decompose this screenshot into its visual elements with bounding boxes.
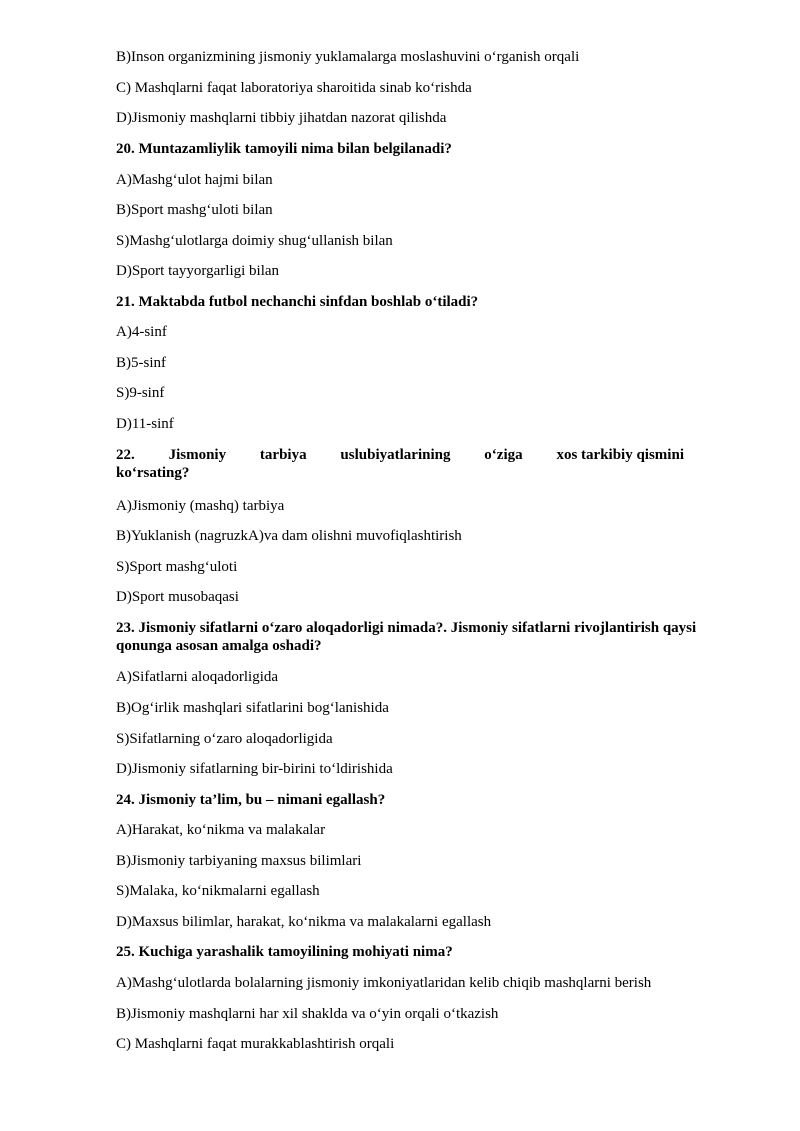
question-21: 21. Maktabda futbol nechanchi sinfdan boshlab o‘tiladi? — [116, 294, 479, 310]
question-22-word: 22. — [116, 447, 135, 463]
answer-option: A)Mashg‘ulot hajmi bilan — [116, 172, 273, 188]
answer-option: B)Inson organizmining jismoniy yuklamalarga moslashuvini o‘rganish orqali — [116, 49, 580, 65]
answer-option: B)Sport mashg‘uloti bilan — [116, 202, 273, 218]
answer-option: S)9-sinf — [116, 385, 165, 401]
answer-option: D)Jismoniy mashqlarni tibbiy jihatdan nazorat qilishda — [116, 110, 447, 126]
answer-option: C) Mashqlarni faqat murakkablashtirish orqali — [116, 1036, 395, 1052]
answer-option: A)Harakat, ko‘nikma va malakalar — [116, 822, 326, 838]
question-22-line-1 — [116, 446, 684, 464]
answer-option: D)Sport tayyorgarligi bilan — [116, 263, 280, 279]
answer-option: D)Jismoniy sifatlarning bir-birini to‘ldirishida — [116, 761, 393, 777]
question-22-word: Jismoniy — [168, 447, 227, 463]
answer-option: D)11-sinf — [116, 416, 174, 432]
question-22-line-2: ko‘rsating? — [116, 465, 190, 481]
question-22-word: o‘ziga — [484, 447, 523, 463]
answer-option: A)Jismoniy (mashq) tarbiya — [116, 498, 285, 514]
answer-option: D)Maxsus bilimlar, harakat, ko‘nikma va malakalarni egallash — [116, 914, 492, 930]
answer-option: S)Mashg‘ulotlarga doimiy shug‘ullanish bilan — [116, 233, 393, 249]
answer-option: B)Jismoniy tarbiyaning maxsus bilimlari — [116, 853, 362, 869]
answer-option: C) Mashqlarni faqat laboratoriya sharoitida sinab ko‘rishda — [116, 80, 472, 96]
question-22-word: tarbiya — [259, 447, 307, 463]
question-25: 25. Kuchiga yarashalik tamoyilining mohiyati nima? — [116, 944, 453, 960]
question-20: 20. Muntazamliylik tamoyili nima bilan belgilanadi? — [116, 141, 452, 157]
answer-option: S)Sport mashg‘uloti — [116, 559, 238, 575]
answer-option: D)Sport musobaqasi — [116, 589, 239, 605]
question-22-word: uslubiyatlarining — [340, 447, 451, 463]
answer-option: A)Sifatlarni aloqadorligida — [116, 669, 279, 685]
answer-option: S)Malaka, ko‘nikmalarni egallash — [116, 883, 320, 899]
question-22-word: xos tarkibiy qismini — [556, 447, 684, 463]
answer-option: B)5-sinf — [116, 355, 166, 371]
question-22 — [116, 446, 740, 482]
answer-option: B)Jismoniy mashqlarni har xil shaklda va o‘yin orqali o‘tkazish — [116, 1006, 499, 1022]
answer-option: B)Yuklanish (nagruzkA)va dam olishni muvofiqlashtirish — [116, 528, 462, 544]
question-23-line-1: 23. Jismoniy sifatlarni o‘zaro aloqadorligi nimada?. Jismoniy sifatlarni rivojlantirish qaysi — [116, 620, 697, 636]
answer-option: S)Sifatlarning o‘zaro aloqadorligida — [116, 731, 333, 747]
answer-option: A)Mashg‘ulotlarda bolalarning jismoniy imkoniyatlaridan kelib chiqib mashqlarni berish — [116, 975, 652, 991]
question-23 — [116, 619, 740, 655]
answer-option: B)Og‘irlik mashqlari sifatlarini bog‘lanishida — [116, 700, 389, 716]
question-23-line-2: qonunga asosan amalga oshadi? — [116, 638, 322, 654]
answer-option: A)4-sinf — [116, 324, 167, 340]
question-24: 24. Jismoniy ta’lim, bu – nimani egallash? — [116, 792, 386, 808]
